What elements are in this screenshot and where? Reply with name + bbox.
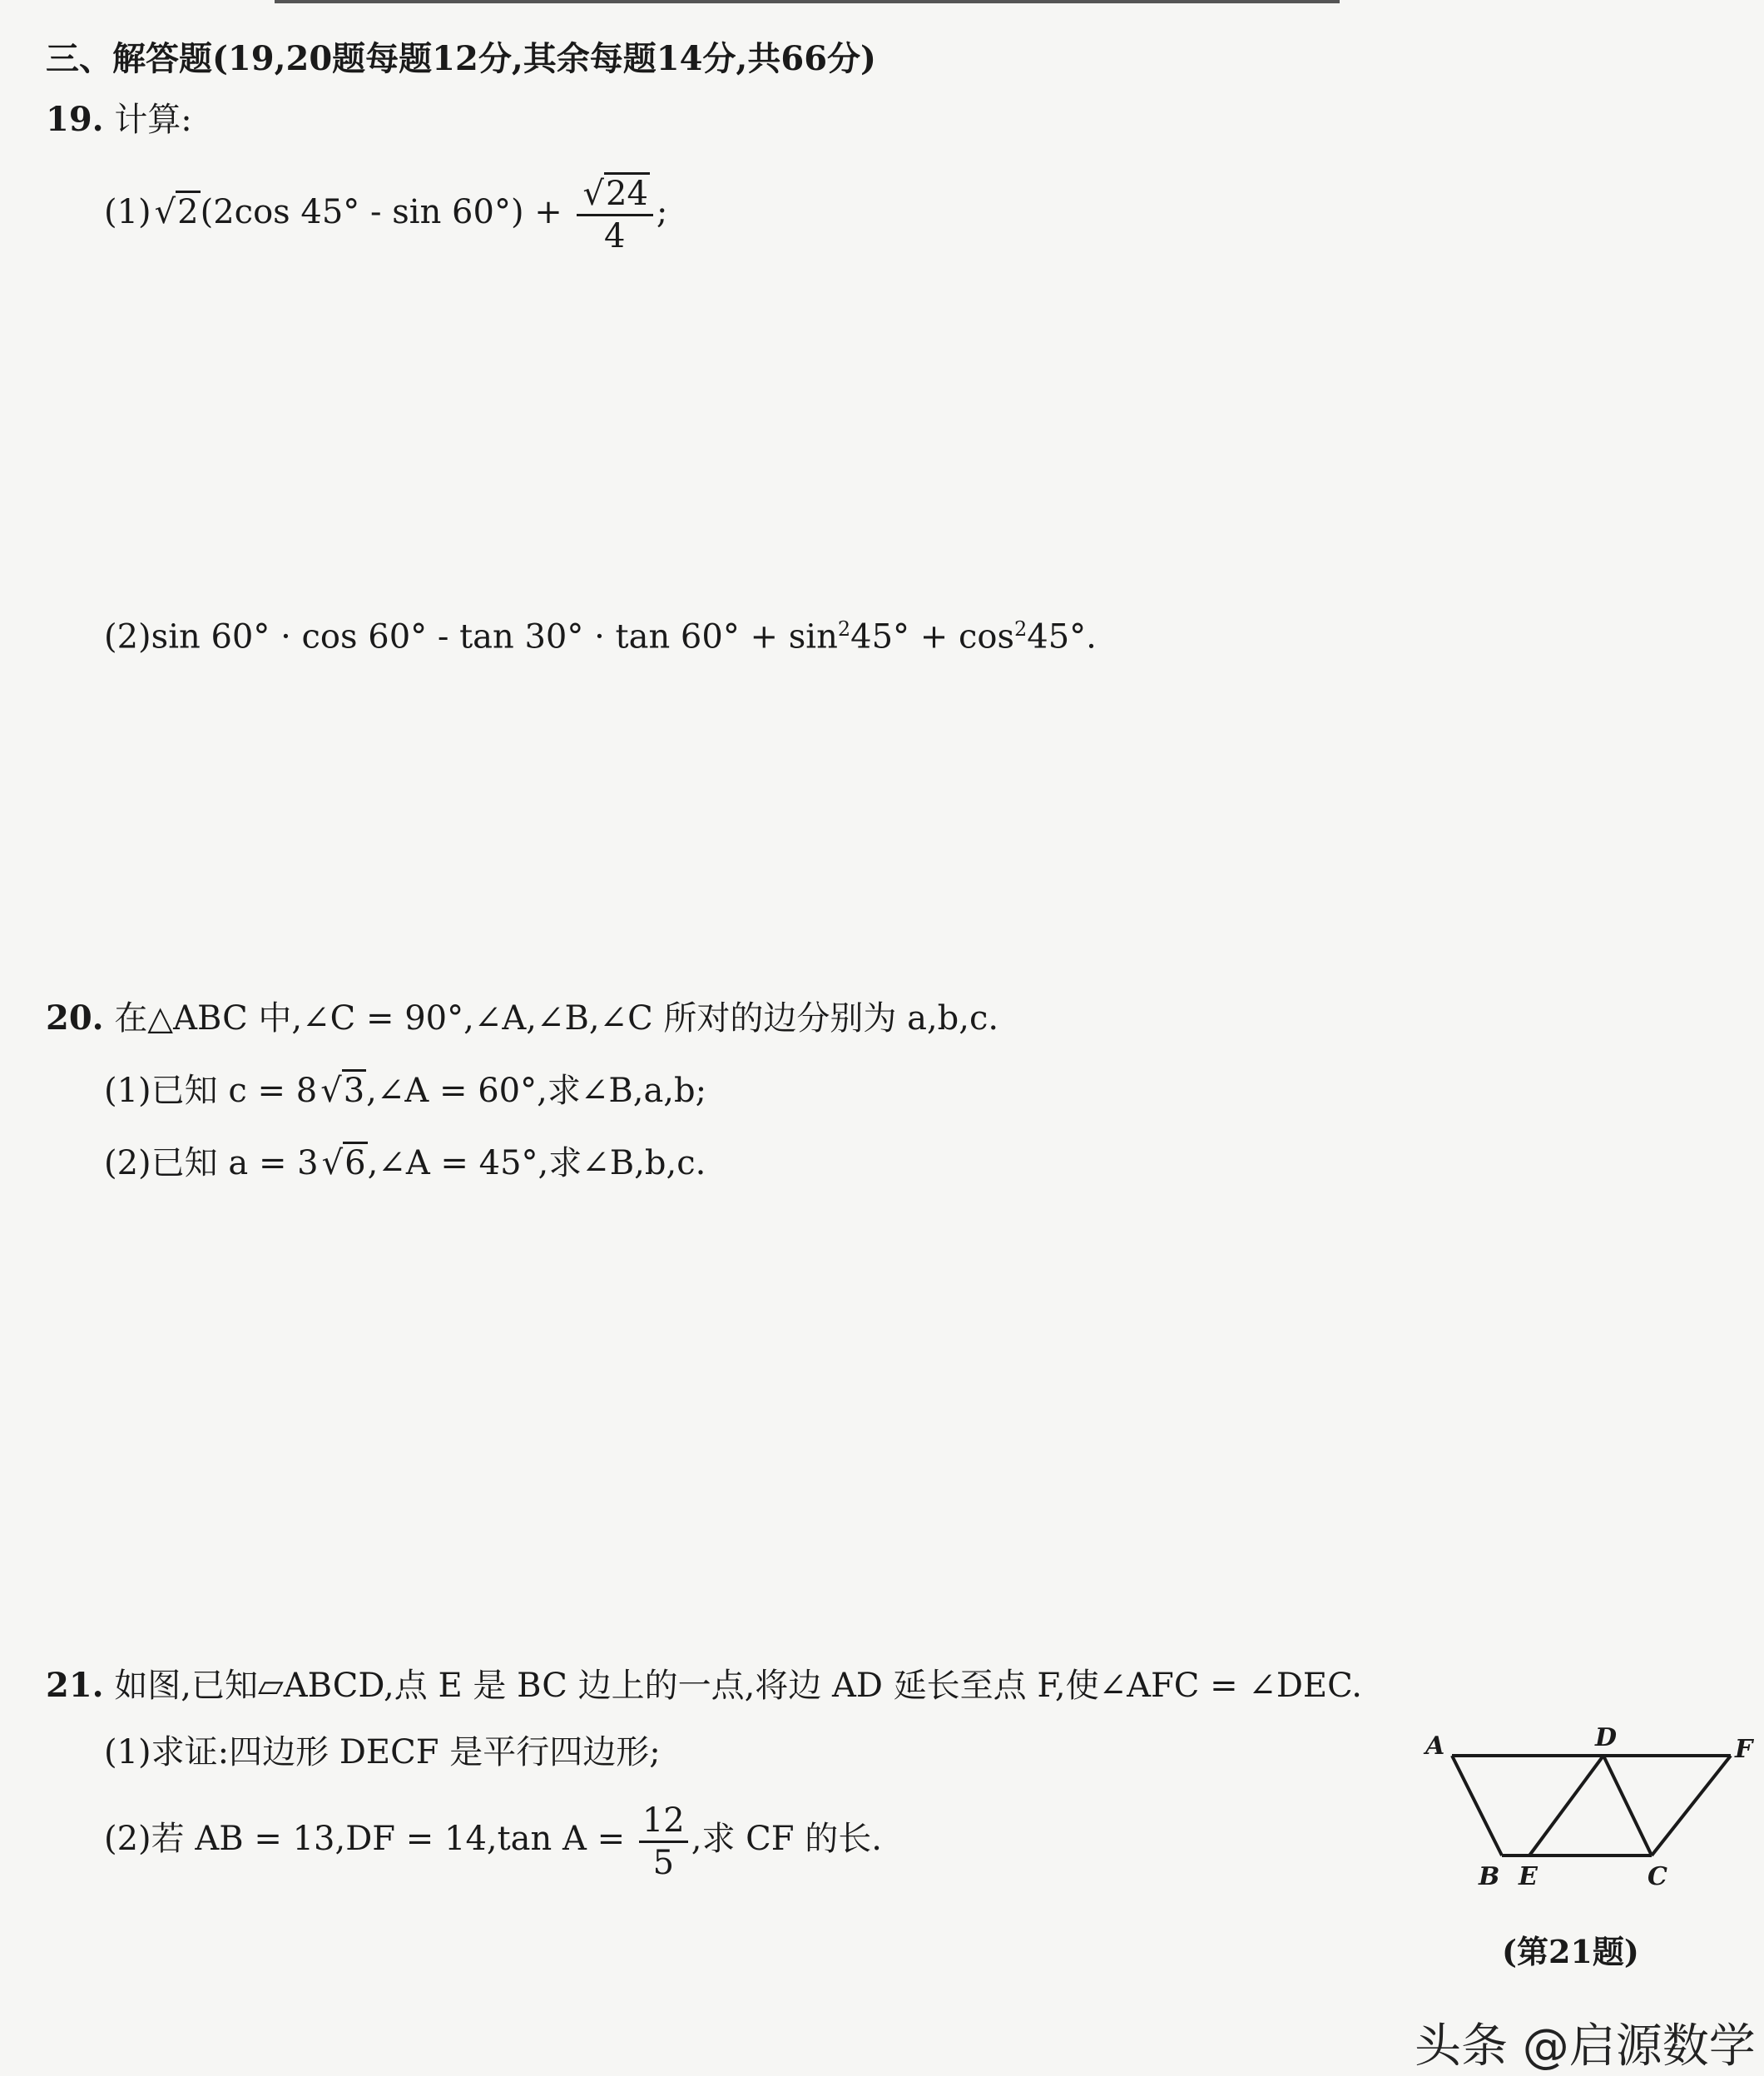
question-21-stem — [46, 1664, 1362, 1707]
question-text: 在△ABC 中,∠C = 90°,∠A,∠B,∠C 所对的边分别为 a,b,c. — [114, 999, 999, 1038]
question-20-stem — [46, 997, 998, 1040]
watermark-text: 头条 @启源数学 — [1415, 2019, 1756, 2074]
part-text: ,求 CF 的长. — [691, 1820, 882, 1858]
expression-text: (2cos 45° - sin 60°) + — [200, 193, 562, 231]
sqrt-6: √6 — [319, 1142, 368, 1185]
superscript: 2 — [1014, 617, 1028, 641]
part-label: (1) — [104, 1072, 151, 1110]
expression-text-b: 45° + cos — [850, 617, 1014, 656]
part-text: ,∠A = 45°,求∠B,b,c. — [367, 1144, 706, 1182]
question-21-part-2 — [104, 1797, 882, 1883]
question-20-part-1 — [104, 1069, 706, 1112]
question-21-part-1 — [104, 1731, 661, 1774]
line-FC — [1652, 1756, 1731, 1856]
question-19-part-1 — [104, 171, 667, 256]
section-title: 三、解答题 — [46, 39, 212, 78]
question-number: 20. — [46, 998, 104, 1038]
part-text: 已知 a = 3 — [151, 1144, 319, 1182]
part-label: (1) — [104, 193, 151, 231]
question-number: 21. — [46, 1666, 104, 1705]
label-B: B — [1479, 1862, 1500, 1891]
section-header — [46, 37, 876, 81]
part-text: 已知 c = 8 — [151, 1072, 318, 1110]
label-A: A — [1425, 1732, 1445, 1761]
question-text: 计算: — [114, 101, 192, 139]
label-C: C — [1648, 1862, 1667, 1891]
fraction-12-over-5: $\frac{12}{5}$ — [639, 1801, 688, 1883]
question-19-stem — [46, 98, 192, 141]
superscript: 2 — [837, 617, 851, 641]
sqrt-2: √2 — [151, 171, 201, 254]
figure-caption: (第21题) — [1502, 1933, 1639, 1970]
part-text: ,∠A = 60°,求∠B,a,b; — [366, 1072, 707, 1110]
parallelogram-diagram — [1410, 1714, 1760, 1930]
top-rule — [275, 0, 1340, 3]
part-text: 求证:四边形 DECF 是平行四边形; — [151, 1733, 661, 1771]
line-AB — [1452, 1756, 1502, 1856]
expression-text-a: sin 60° · cos 60° - tan 30° · tan 60° + sin — [151, 617, 838, 656]
label-F: F — [1735, 1735, 1753, 1764]
part-label: (2) — [104, 1144, 151, 1182]
sqrt-3: √3 — [317, 1069, 366, 1112]
part-label: (2) — [104, 617, 151, 656]
question-number: 19. — [46, 100, 104, 139]
line-DE — [1529, 1756, 1603, 1856]
part-label: (1) — [104, 1733, 151, 1771]
question-19-part-2 — [104, 607, 1097, 658]
part-text: 若 AB = 13,DF = 14,tan A = — [151, 1820, 626, 1858]
label-D: D — [1595, 1723, 1618, 1752]
question-text: 如图,已知▱ABCD,点 E 是 BC 边上的一点,将边 AD 延长至点 F,使∠AFC = ∠DEC. — [114, 1667, 1363, 1705]
line-DC — [1603, 1756, 1652, 1856]
label-E: E — [1519, 1862, 1538, 1891]
expression-text-c: 45°. — [1027, 617, 1097, 656]
part-label: (2) — [104, 1820, 151, 1858]
expression-end: ; — [656, 193, 668, 231]
fraction-sqrt24-over-4: $\frac{√24}{4}$ — [577, 174, 653, 256]
question-20-part-2 — [104, 1142, 706, 1185]
section-note: (19,20题每题12分,其余每题14分,共66分) — [212, 39, 876, 78]
